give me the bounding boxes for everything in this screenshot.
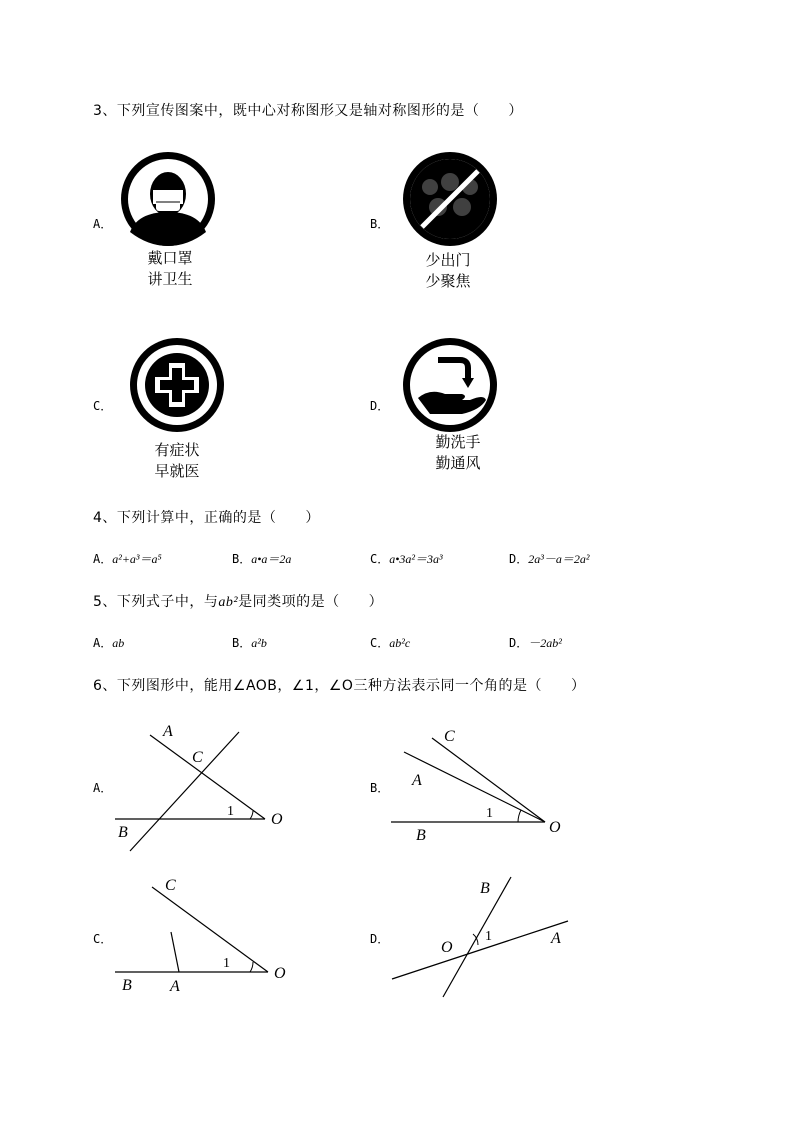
point-o-label: O bbox=[441, 939, 453, 956]
angle-1-label: 1 bbox=[223, 956, 230, 971]
angle-1-label: 1 bbox=[485, 929, 492, 944]
point-o-label: O bbox=[274, 965, 286, 982]
point-a-label: A bbox=[170, 978, 180, 995]
q5-option-d[interactable]: D．－2ab² bbox=[509, 636, 562, 650]
q3-option-a-caption2: 讲卫生 bbox=[147, 270, 193, 288]
q3-option-c-label[interactable]: C． bbox=[93, 399, 113, 413]
q4-stem: 4、下列计算中，正确的是（ ） bbox=[93, 510, 320, 526]
point-b-label: B bbox=[416, 827, 426, 844]
point-c-label: C bbox=[444, 728, 455, 745]
q3-stem: 3、下列宣传图案中，既中心对称图形又是轴对称图形的是（ ） bbox=[93, 103, 523, 119]
q3-option-d-caption2: 勤通风 bbox=[435, 454, 481, 472]
point-b-label: B bbox=[122, 977, 132, 994]
q4-option-d[interactable]: D．2a³－a＝2a² bbox=[509, 552, 590, 566]
q3-option-b-caption1: 少出门 bbox=[425, 251, 471, 269]
q3-option-c-caption2: 早就医 bbox=[154, 462, 200, 480]
q5-option-c[interactable]: C．ab²c bbox=[370, 636, 411, 650]
q3-option-d-caption1: 勤洗手 bbox=[435, 433, 481, 451]
q4-option-a[interactable]: A．a²+a³＝a⁵ bbox=[93, 552, 162, 566]
q6-option-b-label[interactable]: B． bbox=[370, 781, 390, 795]
q4-option-c[interactable]: C．a•3a²＝3a³ bbox=[370, 552, 443, 566]
q4-option-b[interactable]: B．a•a＝2a bbox=[232, 552, 292, 566]
q6-option-d-label[interactable]: D． bbox=[370, 932, 390, 946]
point-a-label: A bbox=[551, 930, 561, 947]
q6-option-a-label[interactable]: A． bbox=[93, 781, 113, 795]
q3-option-a-caption1: 戴口罩 bbox=[147, 249, 193, 267]
q5-option-b[interactable]: B．a²b bbox=[232, 636, 267, 650]
q5-stem: 5、下列式子中，与ab²是同类项的是（ ） bbox=[93, 594, 384, 610]
point-a-label: A bbox=[412, 772, 422, 789]
line-oa bbox=[392, 921, 568, 979]
q3-option-d-label[interactable]: D． bbox=[370, 399, 390, 413]
point-a-label: A bbox=[163, 723, 173, 740]
q6-option-c-label[interactable]: C． bbox=[93, 932, 113, 946]
point-c-label: C bbox=[192, 749, 203, 766]
q3-option-c-caption1: 有症状 bbox=[154, 441, 200, 459]
q3-option-b-label[interactable]: B． bbox=[370, 217, 390, 231]
point-o-label: O bbox=[549, 819, 561, 836]
q5-option-a[interactable]: A．ab bbox=[93, 636, 125, 650]
q6-stem: 6、下列图形中，能用∠AOB，∠1，∠O三种方法表示同一个角的是（ ） bbox=[93, 678, 586, 694]
angle-1-label: 1 bbox=[486, 806, 493, 821]
line-ob bbox=[443, 877, 511, 997]
point-b-label: B bbox=[480, 880, 490, 897]
angle-1-label: 1 bbox=[227, 804, 234, 819]
point-o-label: O bbox=[271, 811, 283, 828]
point-c-label: C bbox=[165, 877, 176, 894]
point-b-label: B bbox=[118, 824, 128, 841]
q3-option-b-caption2: 少聚焦 bbox=[425, 272, 471, 290]
q3-option-a-label[interactable]: A． bbox=[93, 217, 113, 231]
